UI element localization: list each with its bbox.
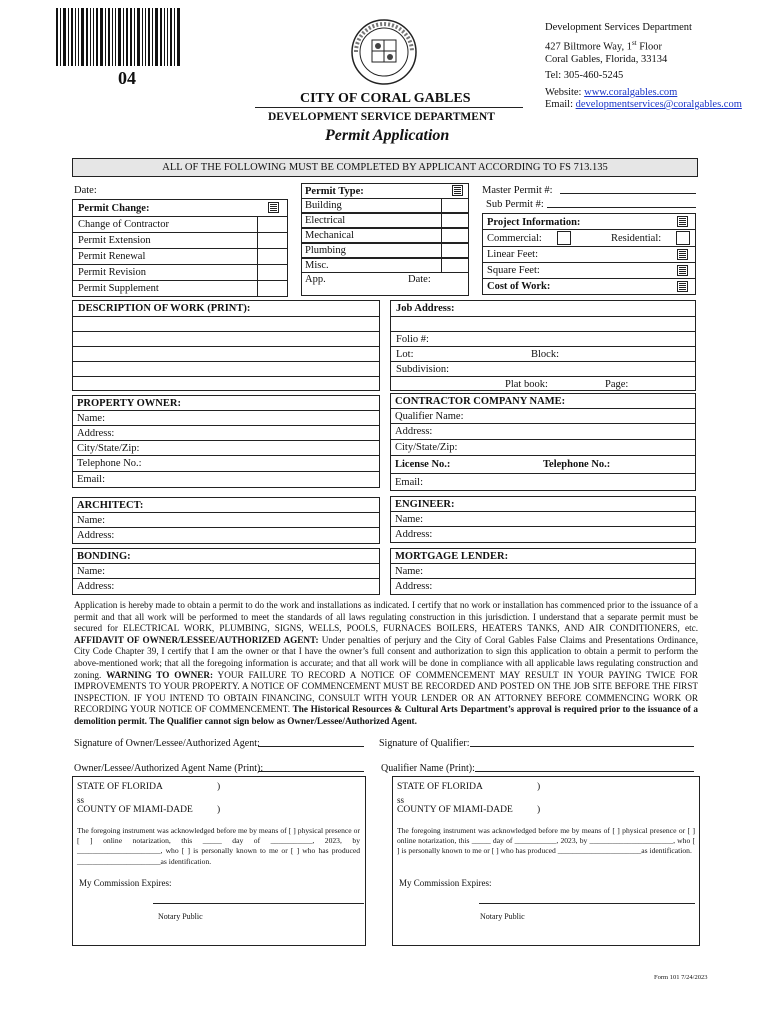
qualifier-notary-signature-input[interactable] bbox=[479, 903, 695, 904]
permit-type-item: Building bbox=[305, 200, 342, 211]
owner-name-label: Name: bbox=[77, 413, 105, 424]
qualifier-notary-box: STATE OF FLORIDA ) ss COUNTY OF MIAMI-DADE ) The foregoing instrument was acknowledged before me by means of [ ] physical presence or [ ] online notarization, this _____ day of ___________, 2023, by ______________________, who [ ] is personally known to me or [ ] who has produced ______________________as identification. My Commission Expires: Notary Public bbox=[392, 776, 700, 946]
description-line[interactable] bbox=[72, 361, 380, 377]
owner-email-label: Email: bbox=[77, 474, 105, 485]
plumbing-input[interactable] bbox=[441, 243, 469, 258]
barcode bbox=[56, 8, 214, 66]
requirement-banner: ALL OF THE FOLLOWING MUST BE COMPLETED BY APPLICANT ACCORDING TO FS 713.135 bbox=[72, 158, 698, 177]
department-title: DEVELOPMENT SERVICE DEPARTMENT bbox=[268, 111, 495, 123]
permit-change-item: Permit Supplement bbox=[78, 283, 159, 294]
architect-title: ARCHITECT: bbox=[77, 500, 144, 511]
permit-renewal-input[interactable] bbox=[257, 248, 288, 265]
change-of-contractor-input[interactable] bbox=[257, 216, 288, 233]
qualifier-print-name-label: Qualifier Name (Print): bbox=[381, 763, 475, 774]
cost-of-work-checkbox[interactable] bbox=[677, 281, 688, 292]
mortgage-address-label: Address: bbox=[395, 581, 433, 592]
permit-type-title: Permit Type: bbox=[305, 186, 364, 197]
cost-of-work-label: Cost of Work: bbox=[487, 281, 551, 292]
city-title-rule bbox=[255, 107, 523, 108]
description-line[interactable] bbox=[72, 316, 380, 332]
subdivision-label: Subdivision: bbox=[396, 364, 450, 375]
engineer-name-label: Name: bbox=[395, 514, 423, 525]
residential-checkbox[interactable] bbox=[676, 231, 690, 245]
address-line: 427 Biltmore Way, 1st Floor bbox=[545, 39, 663, 53]
permit-change-checkbox[interactable] bbox=[268, 202, 279, 213]
bonding-title: BONDING: bbox=[77, 551, 131, 562]
city-seal bbox=[350, 18, 418, 86]
contractor-email-label: Email: bbox=[395, 477, 423, 488]
permit-change-item: Permit Renewal bbox=[78, 251, 146, 262]
website-link[interactable]: www.coralgables.com bbox=[584, 87, 678, 98]
sub-permit-input[interactable] bbox=[547, 207, 696, 208]
permit-revision-input[interactable] bbox=[257, 264, 288, 281]
form-title: Permit Application bbox=[325, 127, 450, 144]
contractor-title: CONTRACTOR COMPANY NAME: bbox=[395, 396, 566, 407]
website-line: Website: www.coralgables.com bbox=[545, 87, 678, 98]
job-address-label: Job Address: bbox=[396, 303, 455, 314]
electrical-input[interactable] bbox=[441, 213, 469, 228]
contractor-address-label: Address: bbox=[395, 426, 433, 437]
permit-type-checkbox[interactable] bbox=[452, 185, 463, 196]
mortgage-title: MORTGAGE LENDER: bbox=[395, 551, 509, 562]
square-feet-checkbox[interactable] bbox=[677, 265, 688, 276]
description-line[interactable] bbox=[72, 376, 380, 391]
folio-label: Folio #: bbox=[396, 334, 429, 345]
permit-extension-input[interactable] bbox=[257, 232, 288, 249]
email-line: Email: developmentservices@coralgables.com bbox=[545, 99, 742, 110]
square-feet-label: Square Feet: bbox=[487, 265, 540, 276]
permit-change-title: Permit Change: bbox=[78, 203, 150, 214]
description-title: DESCRIPTION OF WORK (PRINT): bbox=[78, 303, 251, 314]
owner-city-label: City/State/Zip: bbox=[77, 443, 140, 454]
address-line: Tel: 305-460-5245 bbox=[545, 70, 624, 81]
owner-notary-box: STATE OF FLORIDA ) ss COUNTY OF MIAMI-DADE ) The foregoing instrument was acknowledged before me by means of [ ] physical presence or [ ] online notarization, this _____ day of ___________, 2023, by ______________________, who [ ] is personally known to me or [ ] who has produced ______________________as identification. My Commission Expires: Notary Public bbox=[72, 776, 366, 946]
commercial-checkbox[interactable] bbox=[557, 231, 571, 245]
description-line[interactable] bbox=[72, 331, 380, 347]
owner-notary-signature-input[interactable] bbox=[153, 903, 364, 904]
linear-feet-checkbox[interactable] bbox=[677, 249, 688, 260]
architect-address-label: Address: bbox=[77, 530, 115, 541]
affidavit-text: Application is hereby made to obtain a permit to do the work and installations as indicated. I certify that no work or installation has commenced prior to the issuance of a permit and that all work will be performed to meet the standards of all laws regulating construction in this jurisdiction. I understand that a separate permit must be secured for ELECTRICAL WORK, PLUMBING, SIGNS, WELLS, POOLS, FURNACES BOILERS, HEATERS TANKS, AND AIR CONDITIONERS, etc. AFFIDAVIT OF OWNER/LESSEE/AUTHORIZED AGENT: Under penalties of perjury and the City of Coral Gables False Claims and Presentations Ordinance, City Code Chapter 39, I certify that I am the owner or that I have the owner’s full consent and authorization to sign this application to obtain a permit to perform the above-mentioned work; that all the foregoing information is accurate; and that all work will be done in compliance with all applicable laws regulating construction and zoning. WARNING TO OWNER: YOUR FAILURE TO RECORD A NOTICE OF COMMENCEMENT MAY RESULT IN YOUR PAYING TWICE FOR IMPROVEMENTS TO YOUR PROPERTY. A NOTICE OF COMMENCEMENT MUST BE RECORDED AND POSTED ON THE JOB SITE BEFORE THE FIRST INSPECTION. IF YOU INTEND TO OBTAIN FINANCING, CONSULT WITH YOUR LENDER OR AN ATTORNEY BEFORE COMMENCING WORK OR RECORDING YOUR NOTICE OF COMMENCEMENT. The Historical Resources & Cultural Arts Department’s approval is required prior to the issuance of a demolition permit. The Qualifier cannot sign below as Owner/Lessee/Authorized Agent. bbox=[74, 600, 699, 726]
owner-phone-label: Telephone No.: bbox=[77, 458, 142, 469]
property-owner-title: PROPERTY OWNER: bbox=[77, 398, 181, 409]
project-info-title: Project Information: bbox=[487, 217, 581, 228]
date-label: Date: bbox=[74, 185, 97, 196]
commercial-label: Commercial: bbox=[487, 233, 542, 244]
form-number: Form 101 7/24/2023 bbox=[654, 974, 708, 981]
owner-signature-label: Signature of Owner/Lessee/Authorized Agent: bbox=[74, 738, 260, 749]
project-info-checkbox[interactable] bbox=[677, 216, 688, 227]
contractor-phone-label: Telephone No.: bbox=[543, 459, 611, 470]
permit-type-item: Mechanical bbox=[305, 230, 354, 241]
owner-address-label: Address: bbox=[77, 428, 115, 439]
mortgage-name-label: Name: bbox=[395, 566, 423, 577]
engineer-address-label: Address: bbox=[395, 529, 433, 540]
job-address-input[interactable] bbox=[390, 316, 696, 332]
permit-change-item: Permit Extension bbox=[78, 235, 151, 246]
page-label: Page: bbox=[605, 379, 629, 390]
address-line: Coral Gables, Florida, 33134 bbox=[545, 54, 668, 65]
permit-change-item: Permit Revision bbox=[78, 267, 146, 278]
qualifier-signature-input[interactable] bbox=[470, 746, 694, 747]
lot-label: Lot: bbox=[396, 349, 414, 360]
master-permit-label: Master Permit #: bbox=[482, 185, 553, 196]
permit-type-item: Plumbing bbox=[305, 245, 346, 256]
sub-permit-label: Sub Permit #: bbox=[486, 199, 544, 210]
license-label: License No.: bbox=[395, 459, 451, 470]
block-label: Block: bbox=[531, 349, 559, 360]
bonding-name-label: Name: bbox=[77, 566, 105, 577]
email-link[interactable]: developmentservices@coralgables.com bbox=[575, 99, 742, 110]
permit-type-item: Misc. bbox=[305, 260, 329, 271]
owner-print-name-input[interactable] bbox=[258, 771, 364, 772]
linear-feet-label: Linear Feet: bbox=[487, 249, 539, 260]
contractor-city-label: City/State/Zip: bbox=[395, 442, 458, 453]
residential-label: Residential: bbox=[611, 233, 662, 244]
misc-input[interactable] bbox=[441, 258, 469, 273]
permit-supplement-input[interactable] bbox=[257, 280, 288, 297]
owner-print-name-label: Owner/Lessee/Authorized Agent Name (Print): bbox=[74, 763, 264, 774]
qualifier-print-name-input[interactable] bbox=[475, 771, 694, 772]
qualifier-name-label: Qualifier Name: bbox=[395, 411, 464, 422]
permit-type-item: Electrical bbox=[305, 215, 346, 226]
master-permit-input[interactable] bbox=[560, 193, 696, 194]
form-code: 04 bbox=[118, 68, 136, 88]
owner-signature-input[interactable] bbox=[258, 746, 364, 747]
architect-name-label: Name: bbox=[77, 515, 105, 526]
qualifier-signature-label: Signature of Qualifier: bbox=[379, 738, 470, 749]
engineer-title: ENGINEER: bbox=[395, 499, 455, 510]
address-line: Development Services Department bbox=[545, 22, 692, 33]
city-title: CITY OF CORAL GABLES bbox=[300, 91, 471, 106]
app-date-label: Date: bbox=[408, 274, 431, 285]
mechanical-input[interactable] bbox=[441, 228, 469, 243]
app-label: App. bbox=[305, 274, 326, 285]
permit-change-item: Change of Contractor bbox=[78, 219, 169, 230]
plat-book-label: Plat book: bbox=[505, 379, 548, 390]
building-input[interactable] bbox=[441, 198, 469, 213]
description-line[interactable] bbox=[72, 346, 380, 362]
bonding-address-label: Address: bbox=[77, 581, 115, 592]
